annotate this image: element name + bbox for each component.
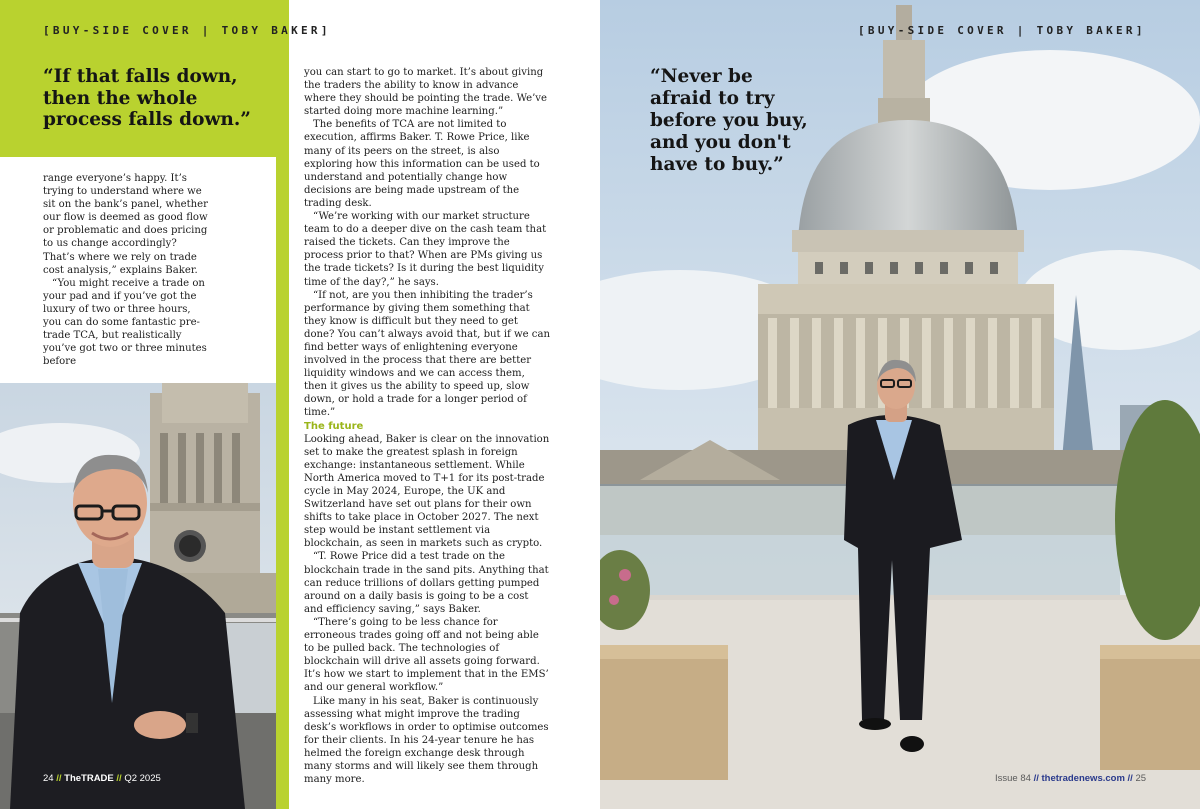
- col2-paragraph: “T. Rowe Price did a test trade on the blockchain trade in the sand pits. Anything that can reduce trillions of dollars getting pumped around on a daily basis is going to be a cost and efficiency saving,” says Baker.: [304, 551, 549, 615]
- issue-date: Q2 2025: [124, 773, 161, 784]
- col2-paragraph: Like many in his seat, Baker is continuously assessing what might improve the trading desk’s workflows in order to optimise outcomes for their clients. In his 24-year tenure he has helmed the foreign exchange desk through many storms and will likely see them through many more.: [304, 695, 549, 786]
- col2-paragraph: you can start to go to market. It’s about giving the traders the ability to know in advance where they should be pointing the trade. We’ve started doing more machine learning.”: [304, 67, 547, 118]
- brand-name: TheTRADE: [64, 773, 114, 784]
- footer-separator: //: [1127, 773, 1133, 784]
- left-pull-quote: “If that falls down, then the whole process falls down.”: [43, 66, 251, 130]
- left-footer: [43, 773, 161, 784]
- article-column-2: [304, 66, 550, 786]
- right-footer: [995, 773, 1146, 784]
- col1-paragraph: range everyone’s happy. It’s trying to understand where we sit on the bank’s panel, whether our flow is deemed as good flow or problematic and does pricing to us change accordingly? That’s where we rely on trade cost analysis,” explains Baker.: [43, 173, 208, 276]
- col2-paragraph: “There’s going to be less chance for erroneous trades going off and not being able to be pulled back. The technologies of blockchain will drive all assets going forward. It’s how we start to implement that in the EMS’ and our general workflow.”: [304, 616, 549, 694]
- article-column-1: [43, 172, 208, 368]
- page-number: 24: [43, 773, 54, 784]
- left-header: [BUY-SIDE COVER | TOBY BAKER]: [43, 24, 331, 37]
- section-subhead: The future: [304, 420, 364, 432]
- page-number: 25: [1135, 773, 1147, 784]
- col2-paragraph: “If not, are you then inhibiting the trader’s performance by giving them something that they know is difficult but they need to get done? You can’t always avoid that, but if we can find better ways of enlightening everyone involved in the process that there are better liquidity windows and we can access them, then it gives us the ability to speed up, slow down, or hold a trade for a longer period of time.”: [304, 289, 550, 419]
- footer-separator: //: [116, 773, 122, 784]
- right-pull-quote: “Never be afraid to try before you buy, and you don't have to buy.”: [650, 66, 808, 175]
- col2-paragraph: Looking ahead, Baker is clear on the innovation set to make the greatest splash in foreign exchange: instantaneous settlement. While North America moved to T+1 for its post-trade cycle in May 2024, Europe, the UK and Switzerland have set out plans for their own shifts to take place in October 2027. The next step would be instant settlement via blockchain, as seen in markets such as crypto.: [304, 433, 550, 550]
- issue-number: Issue 84: [995, 773, 1031, 784]
- col1-paragraph: “You might receive a trade on your pad and if you’ve got the luxury of two or three hours, you can do some fantastic pre-trade TCA, but realistically you’ve got two or three minutes before: [43, 277, 207, 368]
- footer-separator: //: [56, 773, 62, 784]
- col2-paragraph: The benefits of TCA are not limited to execution, affirms Baker. T. Rowe Price, like many of its peers on the street, is also exploring how this information can be used to understand and potentially change how decisions are being made upstream of the trading desk.: [304, 119, 540, 209]
- col2-paragraph: “We’re working with our market structure team to do a deeper dive on the cash team that raised the tickets. Can they improve the process prior to that? When are PMs giving us the trade tickets? Is it during the best liquidity time of the day?,” he says.: [304, 211, 547, 288]
- right-header: [BUY-SIDE COVER | TOBY BAKER]: [858, 24, 1146, 37]
- toby-baker-portrait-photo: [0, 383, 276, 809]
- footer-separator: //: [1033, 773, 1039, 784]
- website-link[interactable]: thetradenews.com: [1041, 773, 1125, 784]
